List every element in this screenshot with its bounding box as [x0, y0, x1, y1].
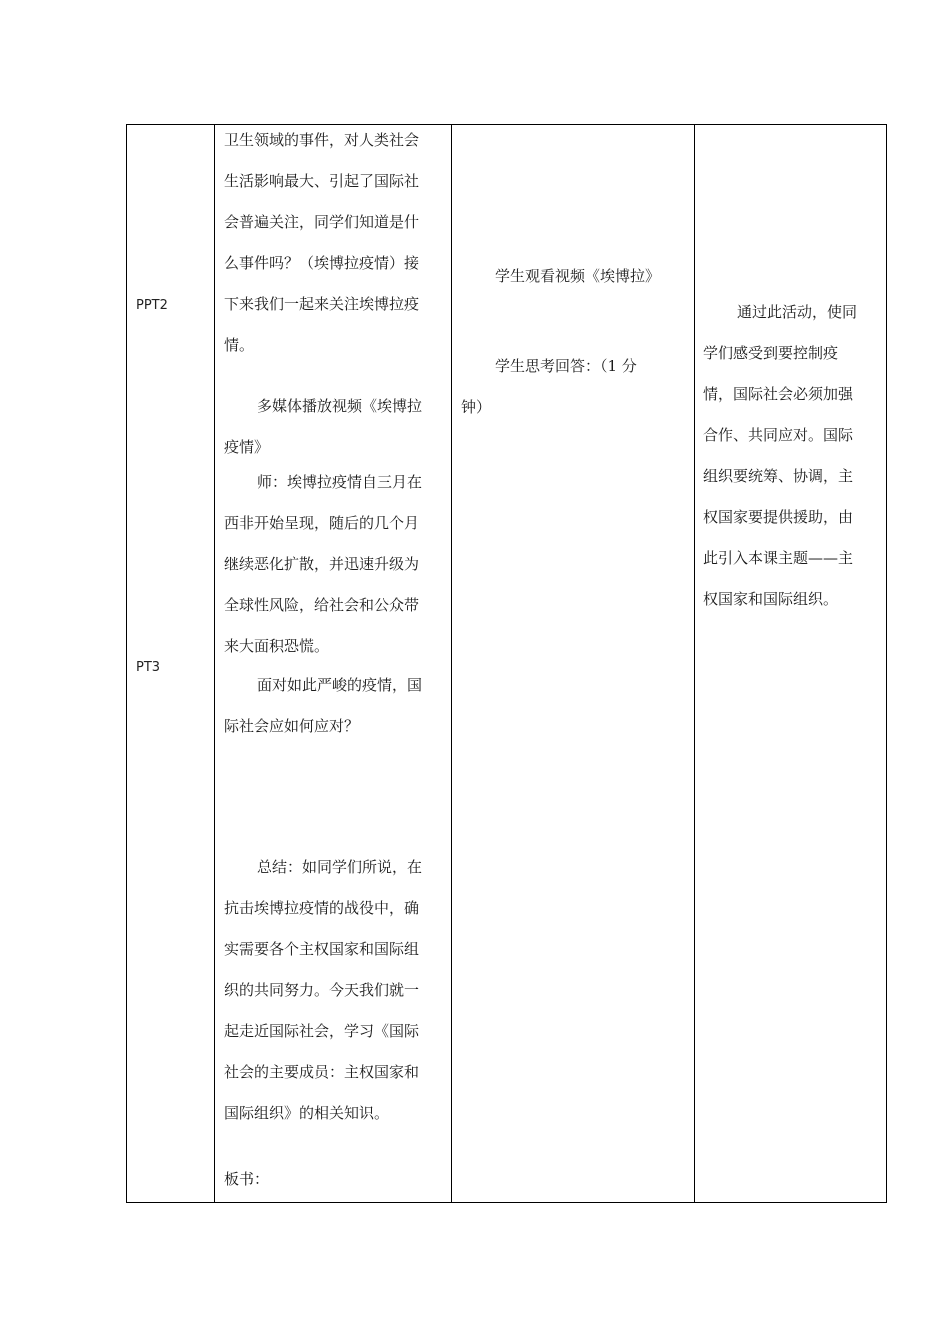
student-text-line: 学生思考回答：（1 分 — [495, 357, 637, 375]
teacher-text-line: 情。 — [224, 336, 255, 354]
teacher-text-line: 么事件吗？（埃博拉疫情）接 — [224, 254, 420, 272]
teacher-text-line: 际社会应如何应对？ — [224, 717, 360, 735]
teacher-text-line: 会普遍关注，同学们知道是什 — [224, 213, 420, 231]
teacher-text-line: 织的共同努力。今天我们就一 — [224, 981, 420, 999]
design-text-line: 权国家和国际组织。 — [703, 590, 839, 608]
teacher-text-line: 起走近国际社会，学习《国际 — [224, 1022, 420, 1040]
teacher-text-line: 卫生领域的事件，对人类社会 — [224, 131, 420, 149]
design-text-line: 通过此活动，使同 — [737, 303, 858, 321]
teacher-text-line: 疫情》 — [224, 438, 270, 456]
teacher-text-line: 多媒体播放视频《埃博拉 — [257, 397, 423, 415]
student-text-line: 学生观看视频《埃博拉》 — [495, 267, 661, 285]
design-text-line: 合作、共同应对。国际 — [703, 426, 854, 444]
student-activity-column — [452, 125, 694, 1202]
design-intent-column — [695, 125, 887, 1202]
slide-column — [127, 125, 214, 1202]
design-text-line: 组织要统筹、协调，主 — [703, 467, 854, 485]
teacher-text-line: 西非开始呈现，随后的几个月 — [224, 514, 420, 532]
teacher-text-line: 面对如此严峻的疫情，国 — [257, 676, 423, 694]
design-text-line: 权国家要提供援助，由 — [703, 508, 854, 526]
teacher-text-line: 社会的主要成员：主权国家和 — [224, 1063, 420, 1081]
teacher-text-line: 实需要各个主权国家和国际组 — [224, 940, 420, 958]
teacher-activity-column — [215, 125, 451, 1202]
teacher-text-line: 师：埃博拉疫情自三月在 — [257, 473, 423, 491]
teacher-text-line: 来大面积恐慌。 — [224, 637, 330, 655]
design-text-line: 此引入本课主题——主 — [703, 549, 854, 567]
teacher-text-line: 继续恶化扩散，并迅速升级为 — [224, 555, 420, 573]
student-text-line: 钟） — [461, 398, 492, 416]
teacher-text-line: 生活影响最大、引起了国际社 — [224, 172, 420, 190]
teacher-text-line: 全球性风险，给社会和公众带 — [224, 596, 420, 614]
teacher-text-line: 总结：如同学们所说，在 — [257, 858, 423, 876]
board-writing-label: 板书： — [224, 1170, 270, 1188]
design-text-line: 学们感受到要控制疫 — [703, 344, 839, 362]
slide-label-ppt2: PPT2 — [136, 298, 168, 313]
teacher-text-line: 抗击埃博拉疫情的战役中，确 — [224, 899, 420, 917]
teacher-text-line: 国际组织》的相关知识。 — [224, 1104, 390, 1122]
lesson-plan-table — [126, 124, 887, 1203]
slide-label-pt3: PT3 — [136, 660, 161, 675]
teacher-text-line: 下来我们一起来关注埃博拉疫 — [224, 295, 420, 313]
design-text-line: 情，国际社会必须加强 — [703, 385, 854, 403]
